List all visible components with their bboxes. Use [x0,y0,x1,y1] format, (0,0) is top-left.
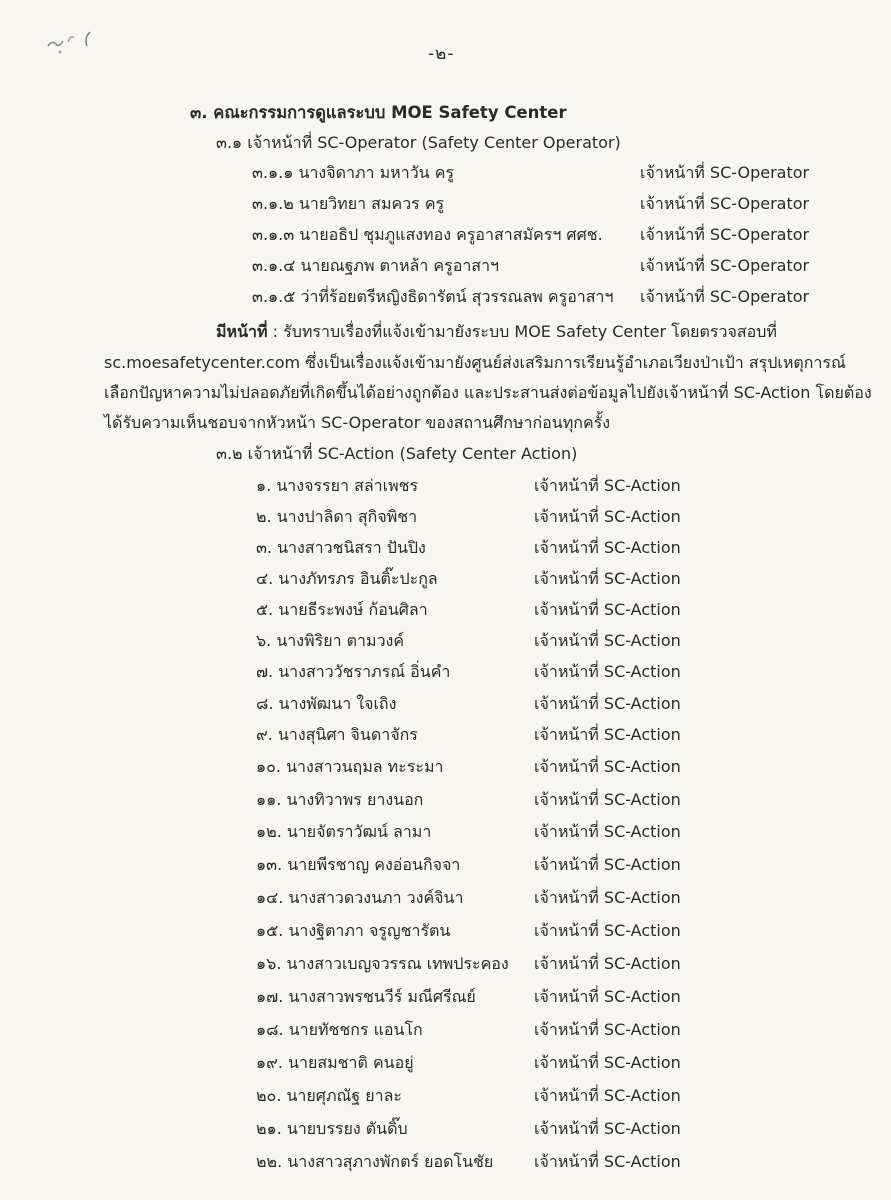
member-role: เจ้าหน้าที่ SC-Action [534,1020,681,1039]
duty-text-1: : รับทราบเรื่องที่แจ้งเข้ามายังระบบ MOE Safety Center โดยตรวจสอบที่ [267,322,777,341]
member-role: เจ้าหน้าที่ SC-Action [534,888,681,907]
member-name: ๓.๑.๒ นายวิทยา สมควร ครู [252,194,445,213]
duty-line-4: ได้รับความเห็นชอบจากหัวหน้า SC-Operator ของสถานศึกษาก่อนทุกครั้ง [104,413,611,432]
member-name: ๙. นางสุนิศา จินดาจักร [256,725,418,744]
list-item [0,256,891,278]
member-name: ๑๐. นางสาวนฤมล ทะระมา [256,757,444,776]
member-name: ๑๔. นางสาวดวงนภา วงค์จินา [256,888,464,907]
member-role: เจ้าหน้าที่ SC-Action [534,725,681,744]
member-role: เจ้าหน้าที่ SC-Action [534,790,681,809]
list-item [0,662,891,684]
duty-label: มีหน้าที่ [216,322,268,341]
member-name: ๑๘. นายทัชชกร แอนโก [256,1020,423,1039]
member-role: เจ้าหน้าที่ SC-Action [534,476,681,495]
list-item [0,163,891,185]
member-name: ๑๗. นางสาวพรชนวีร์ มณีศรีณย์ [256,987,476,1006]
member-name: ๓.๑.๑ นางจิดาภา มหาวัน ครู [252,163,454,182]
list-item [0,569,891,591]
list-item [0,757,891,779]
member-role: เจ้าหน้าที่ SC-Action [534,987,681,1006]
section-3-title: ๓. คณะกรรมการดูแลระบบ MOE Safety Center [190,103,567,122]
duty-line-2: sc.moesafetycenter.com ซึ่งเป็นเรื่องแจ้งเข้ามายังศูนย์ส่งเสริมการเรียนรู้อำเภอเวียงป่าเป้า สรุปเหตุการณ์ [104,353,846,372]
member-name: ๑๙. นายสมชาติ คนอยู่ [256,1053,414,1072]
member-name: ๒๑. นายบรรยง ตันดิ๊บ [256,1119,408,1138]
member-role: เจ้าหน้าที่ SC-Action [534,855,681,874]
member-role: เจ้าหน้าที่ SC-Action [534,631,681,650]
list-item [0,822,891,844]
list-item [0,631,891,653]
list-item [0,538,891,560]
list-item [0,507,891,529]
member-name: ๓.๑.๓ นายอธิป ชุมภูแสงทอง ครูอาสาสมัครฯ ศศช. [252,225,603,244]
list-item [0,225,891,247]
member-name: ๑๓. นายพีรชาญ คงอ่อนกิจจา [256,855,461,874]
list-item [0,1152,891,1174]
member-role: เจ้าหน้าที่ SC-Action [534,954,681,973]
member-name: ๓. นางสาวชนิสรา ปันปิง [256,538,426,557]
list-item [0,1119,891,1141]
list-item [0,954,891,976]
member-role: เจ้าหน้าที่ SC-Operator [640,256,810,275]
member-name: ๒๐. นายศุภณัฐ ยาละ [256,1086,402,1105]
list-item [0,694,891,716]
list-item [0,287,891,309]
member-role: เจ้าหน้าที่ SC-Action [534,569,681,588]
member-name: ๑๕. นางฐิตาภา จรูญชารัตน [256,921,451,940]
list-item [0,790,891,812]
member-role: เจ้าหน้าที่ SC-Action [534,757,681,776]
member-name: ๑๒. นายจัตราวัฒน์ ลามา [256,822,432,841]
list-item [0,1020,891,1042]
member-name: ๑๖. นางสาวเบญจวรรณ เทพประคอง [256,954,509,973]
list-item [0,476,891,498]
member-role: เจ้าหน้าที่ SC-Action [534,600,681,619]
list-item [0,888,891,910]
operator-heading: ๓.๑ เจ้าหน้าที่ SC-Operator (Safety Center Operator) [216,133,621,152]
list-item [0,987,891,1009]
member-role: เจ้าหน้าที่ SC-Operator [640,163,810,182]
duty-line-3: เลือกปัญหาความไม่ปลอดภัยที่เกิดขึ้นได้อย่างถูกต้อง และประสานส่งต่อข้อมูลไปยังเจ้าหน้าที่ SC-Action โดยต้อง [104,383,872,402]
member-role: เจ้าหน้าที่ SC-Operator [640,194,810,213]
list-item [0,600,891,622]
list-item [0,855,891,877]
duty-line-1 [216,322,777,342]
member-name: ๑. นางจรรยา สล่าเพชร [256,476,419,495]
list-item [0,1086,891,1108]
member-name: ๑๑. นางทิวาพร ยางนอก [256,790,424,809]
member-name: ๓.๑.๕ ว่าที่ร้อยตรีหญิงธิดารัตน์ สุวรรณลพ ครูอาสาฯ [252,287,614,306]
member-role: เจ้าหน้าที่ SC-Action [534,662,681,681]
list-item [0,725,891,747]
member-name: ๒๒. นางสาวสุภางพักตร์ ยอดโนชัย [256,1152,494,1171]
list-item [0,1053,891,1075]
member-role: เจ้าหน้าที่ SC-Action [534,1119,681,1138]
list-item [0,921,891,943]
list-item [0,194,891,216]
action-heading: ๓.๒ เจ้าหน้าที่ SC-Action (Safety Center Action) [216,444,578,463]
member-role: เจ้าหน้าที่ SC-Action [534,1086,681,1105]
member-name: ๘. นางพัฒนา ใจเถิง [256,694,397,713]
member-role: เจ้าหน้าที่ SC-Operator [640,225,810,244]
member-role: เจ้าหน้าที่ SC-Action [534,538,681,557]
member-role: เจ้าหน้าที่ SC-Action [534,1152,681,1171]
member-role: เจ้าหน้าที่ SC-Action [534,694,681,713]
member-name: ๖. นางพิริยา ตามวงค์ [256,631,405,650]
member-name: ๕. นายธีระพงษ์ ก้อนศิลา [256,600,428,619]
member-role: เจ้าหน้าที่ SC-Operator [640,287,810,306]
member-role: เจ้าหน้าที่ SC-Action [534,507,681,526]
ink-smudge-mark [40,24,110,64]
member-role: เจ้าหน้าที่ SC-Action [534,1053,681,1072]
member-name: ๒. นางปาลิดา สุกิจพิชา [256,507,418,526]
member-role: เจ้าหน้าที่ SC-Action [534,822,681,841]
member-role: เจ้าหน้าที่ SC-Action [534,921,681,940]
member-name: ๔. นางภัทรภร อินติ๊ะปะกูล [256,569,438,588]
page-number: -๒- [428,44,455,64]
member-name: ๗. นางสาววัชราภรณ์ อิ่นคำ [256,662,451,681]
member-name: ๓.๑.๔ นายณฐภพ ตาหล้า ครูอาสาฯ [252,256,500,275]
